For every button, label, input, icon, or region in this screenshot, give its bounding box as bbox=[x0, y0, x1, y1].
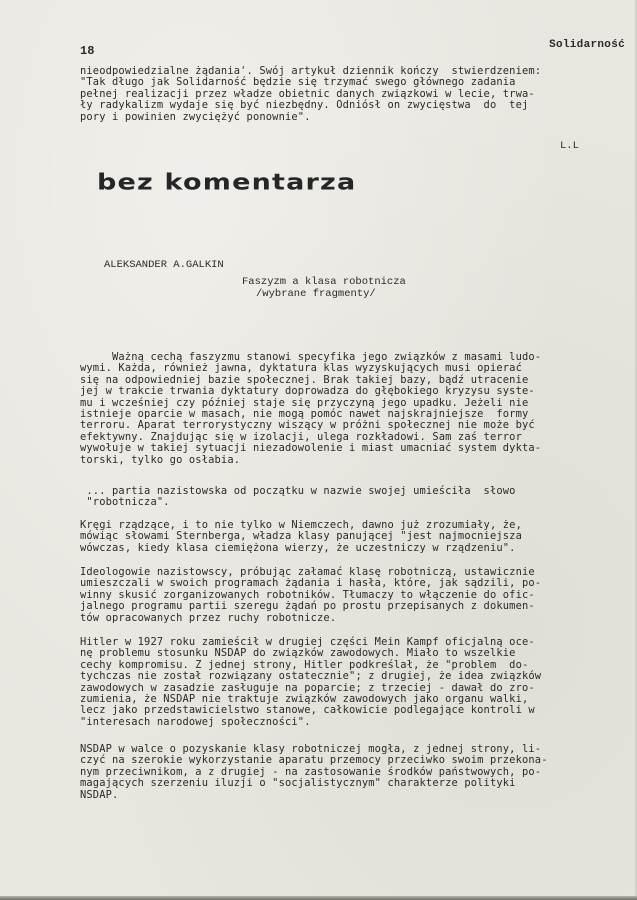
text-line: winny skusić zorganizowanych robotników. Tłumaczy to włączenie do ofic- bbox=[80, 588, 535, 601]
text-line: magających szerzeniu iluzji o "socjalistycznym" charakterze polityki bbox=[80, 777, 516, 790]
text-line: mówiąc słowami Sternberga, władza klasy panującej "jest najmocniejsza bbox=[80, 530, 522, 543]
text-line: się na odpowiedniej bazie społecznej. Brak takiej bazy, bądź utracenie bbox=[80, 373, 529, 386]
section-title: bez komentarza bbox=[97, 170, 357, 196]
text-line: Ideologowie nazistowscy, próbując załamać klasę robotniczą, ustawicznie bbox=[80, 566, 535, 578]
text-line: lecz jako przedstawicielstwo stanowe, całkowicie podlegające kontroli w bbox=[80, 704, 535, 717]
running-head: Solidarność bbox=[549, 39, 625, 51]
paragraph-1 bbox=[80, 352, 541, 466]
text-line: czyć na szerokie wykorzystanie aparatu przemocy przeciwko swoim przekona- bbox=[80, 754, 548, 767]
paragraph-3 bbox=[80, 520, 522, 554]
text-line: cechy kompromisu. Z jednej strony, Hitler podkreślał, że "problem do- bbox=[80, 658, 529, 671]
text-line: torski, tylko go osłabia. bbox=[80, 453, 241, 466]
text-line: pełnej realizacji przez władze obietnic danych związkowi w lecie, trwa- bbox=[80, 87, 535, 100]
page-edge-bottom bbox=[0, 896, 637, 900]
text-line: efektywny. Znajdując się w izolacji, ulega rozkładowi. Sam zaś terror bbox=[80, 430, 522, 443]
text-line: zumienia, że NSDAP nie traktuje związków zawodowych jako organu walki, bbox=[80, 693, 529, 706]
intro-paragraph bbox=[80, 66, 541, 123]
article-subtitle: /wybrane fragmenty/ bbox=[256, 288, 376, 300]
text-line: tychczas nie został rozwiązany ostatecznie"; z drugiej, że idea związków bbox=[80, 670, 542, 683]
text-line: Hitler w 1927 roku zamieścił w drugiej części Mein Kampf oficjalną oce- bbox=[80, 636, 535, 648]
text-line: "Tak długo jak Solidarność będzie się trzymać swego głównego zadania bbox=[80, 76, 516, 89]
text-line: mu i wcześniej czy później staje się przyczyną jego upadku. Jeżeli nie bbox=[80, 396, 529, 409]
text-line: jalnego programu partii szeregu żądań po prostu przepisanych z dokumen- bbox=[80, 600, 535, 613]
text-line: wywołuje w takiej sytuacji niezadowolenie i miast umacniać system dykta- bbox=[80, 442, 542, 455]
text-line: wymi. Każda, również jawna, dyktatura klas wyzyskujących musi opierać bbox=[80, 362, 522, 375]
text-line: Ważną cechą faszyzmu stanowi specyfika jego związków z masami ludo- bbox=[80, 351, 542, 363]
article-title: Faszyzm a klasa robotnicza bbox=[242, 276, 406, 288]
text-line: wówczas, kiedy klasa ciemiężona wierzy, że uczestniczy w rządzeniu". bbox=[80, 541, 516, 554]
text-line: nę problemu stosunku NSDAP do związków zawodowych. Miało to wszelkie bbox=[80, 647, 516, 660]
paragraph-4 bbox=[80, 567, 541, 624]
text-line: "interesach narodowej społeczności". bbox=[80, 715, 311, 728]
paragraph-5 bbox=[80, 637, 541, 728]
text-line: NSDAP w walce o pozyskanie klasy robotniczej mogła, z jednej strony, li- bbox=[80, 743, 542, 755]
text-line: ły radykalizm wydaje się być niezbędny. Odniósł on zwycięstwa do tej bbox=[80, 99, 529, 112]
text-line: nieodpowiedzialne żądania'. Swój artykuł dziennik kończy stwierdzeniem: bbox=[80, 65, 542, 77]
text-line: umieszczali w swoich programach żądania i hasła, które, jak sądzili, po- bbox=[80, 577, 542, 590]
text-line: "robotnicza". bbox=[80, 496, 170, 509]
text-line: Kręgi rządzące, i to nie tylko w Niemczech, dawno już zrozumiały, że, bbox=[80, 519, 522, 531]
text-line: terroru. Aparat terrorystyczny wiszący w próżni społecznej nie może być bbox=[80, 419, 535, 432]
signature: L.L bbox=[560, 140, 579, 152]
text-line: nym przeciwnikom, a z drugiej - na zastosowanie środków państwowych, po- bbox=[80, 765, 542, 778]
text-line: pory i powinien zwyciężyć ponownie". bbox=[80, 110, 311, 123]
text-line: jej w trakcie trwania dyktatury doprowadza do głębokiego kryzysu syste- bbox=[80, 385, 535, 398]
text-line: ... partia nazistowska od początku w nazwie swojej umieściła słowo bbox=[80, 485, 516, 497]
paragraph-2 bbox=[80, 486, 516, 509]
text-line: istnieje oparcie w masach, nie mogą pomóc nawet najskrajniejsze formy bbox=[80, 408, 529, 421]
paragraph-6 bbox=[80, 744, 548, 801]
text-line: NSDAP. bbox=[80, 788, 119, 801]
text-line: tów opracowanych przez ruchy robotnicze. bbox=[80, 611, 337, 624]
article-author: ALEKSANDER A.GALKIN bbox=[104, 259, 224, 271]
page-number: 18 bbox=[80, 44, 95, 58]
text-line: zawodowych w zasadzie zasługuje na poparcie; z trzeciej - dawał do zro- bbox=[80, 681, 535, 694]
